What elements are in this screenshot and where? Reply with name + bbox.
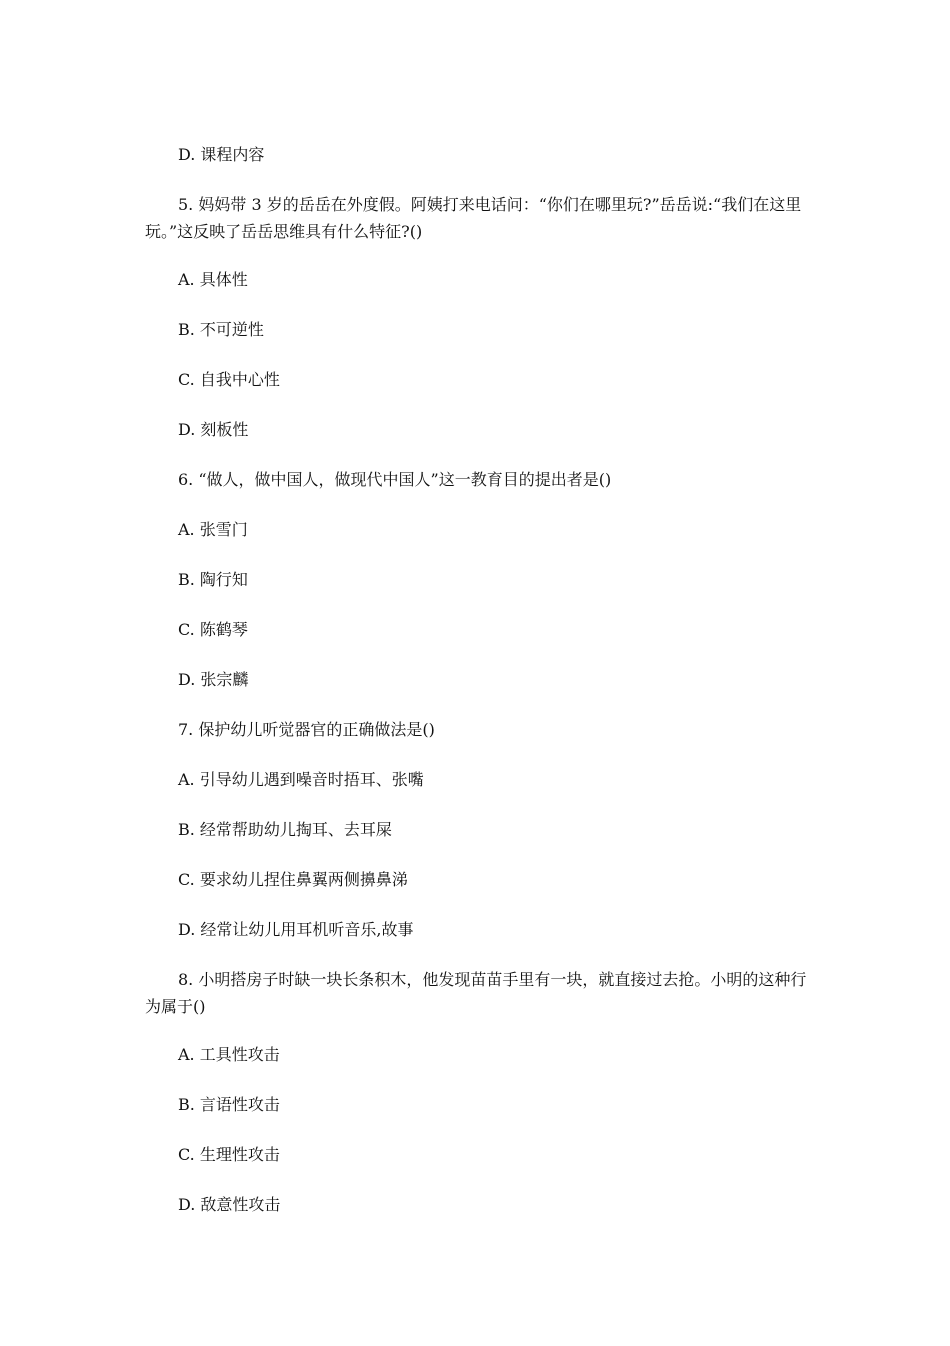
question-8-stem: 8. 小明搭房子时缺一块长条积木，他发现苗苗手里有一块，就直接过去抢。小明的这种行为属于() [145, 970, 807, 1016]
question-6-option-d: D. 张宗麟 [178, 670, 249, 689]
question-8-option-c: C. 生理性攻击 [178, 1145, 280, 1164]
question-8-option-b: B. 言语性攻击 [178, 1095, 280, 1114]
question-7-option-d: D. 经常让幼儿用耳机听音乐,故事 [178, 920, 414, 939]
question-7-option-a: A. 引导幼儿遇到噪音时捂耳、张嘴 [178, 770, 424, 789]
question-8-option-d: D. 敌意性攻击 [178, 1195, 281, 1214]
question-5-option-b: B. 不可逆性 [178, 320, 264, 339]
question-5-option-a: A. 具体性 [178, 270, 248, 289]
question-7-option-c: C. 要求幼儿捏住鼻翼两侧擤鼻涕 [178, 870, 408, 889]
question-5-stem: 5. 妈妈带 3 岁的岳岳在外度假。阿姨打来电话问：“你们在哪里玩?”岳岳说:“我们在这里玩。”这反映了岳岳思维具有什么特征?() [145, 195, 802, 241]
question-6-option-c: C. 陈鹤琴 [178, 620, 248, 639]
question-6-option-a: A. 张雪门 [178, 520, 248, 539]
question-8-option-a: A. 工具性攻击 [178, 1045, 280, 1064]
question-5-option-d: D. 刻板性 [178, 420, 249, 439]
question-6-option-b: B. 陶行知 [178, 570, 248, 589]
question-7-option-b: B. 经常帮助幼儿掏耳、去耳屎 [178, 820, 392, 839]
question-7-stem: 7. 保护幼儿听觉器官的正确做法是() [178, 720, 435, 739]
question-6-stem: 6. “做人，做中国人，做现代中国人”这一教育目的提出者是() [178, 470, 612, 489]
option-d-prev: D. 课程内容 [178, 145, 265, 164]
question-5-option-c: C. 自我中心性 [178, 370, 280, 389]
